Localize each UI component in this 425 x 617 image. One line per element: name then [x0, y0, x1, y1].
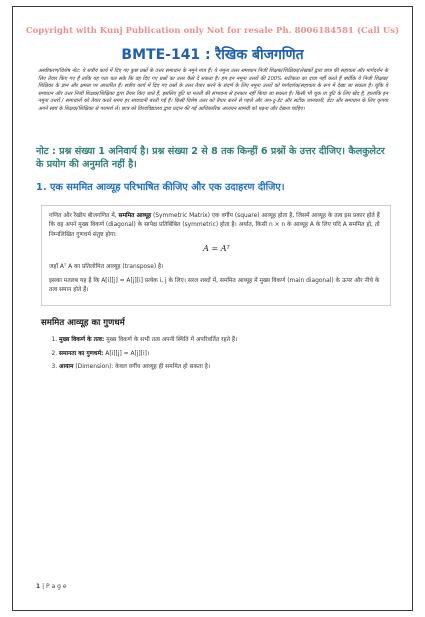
properties-heading: सममित आव्यूह का गुणधर्म — [41, 318, 125, 329]
symmetry-equation: A = Aᵀ — [203, 244, 230, 254]
page-label: | P a g e — [42, 583, 67, 590]
page-title: BMTE-141 : रैखिक बीजगणित — [121, 47, 304, 63]
instruction-note: नोट : प्रश्न संख्या 1 अनिवार्य है। प्रश्न संख्या 2 से 8 तक किन्हीं 6 प्रश्नों के उत्तर दीजिए। कैलकुलेटर के प्रयोग की अनुमति नहीं है। — [36, 146, 385, 170]
definition-paragraph: गणित और रैखीय बीजगणित में, सममित आव्यूह (Symmetric Matrix) एक वर्गीय (square) आव्यूह होता है, जिसमें आव्यूह के तत्व इस प्रकार होते हैं कि वह अपने मुख्य विकर्ण (diagonal) के सापेक्ष प्रतिबिंबित (symmetric) होता है। अर्थात, किसी n × n के आव्यूह A के लिए यदि A सममित हो, तो निम्नलिखित गुणधर्म संतुष्ट होगा: — [49, 213, 380, 238]
answer-section — [41, 205, 391, 377]
list-item: 2. समानता का गुणधर्म: A[i][j] = A[j][i]। — [59, 350, 391, 359]
question-heading: 1. एक सममित आव्यूह परिभाषित कीजिए और एक उदाहरण दीजिए। — [36, 182, 285, 193]
meaning-paragraph: इसका मतलब यह है कि A[i][j] = A[j][i] प्रत्येक i, j के लिए। सरल शब्दों में, सममित आव्यूह में मुख्य विकर्ण (main diagonal) के ऊपर और नीचे के तत्व समान होते हैं। — [49, 277, 380, 294]
transpose-note: जहाँ Aᵀ A का प्रतिलोमित आव्यूह (transpose) है। — [49, 264, 164, 271]
page-number: 1 — [36, 583, 41, 590]
answer-box — [41, 205, 391, 306]
list-item: 3. आयाम (Dimension): केवल वर्गीय आव्यूह ही सममित हो सकता है। — [59, 363, 391, 372]
page-footer — [36, 583, 67, 590]
disclaimer-text: अस्वीकरण/विशेष नोट: ये सत्रीय कार्य में दिए गए कुछ प्रश्नों के उत्तर समाधान के नमूने मात्र हैं। ये नमूना उत्तर समाधान निजी शिक्षक/शिक्षिका/लेखकों द्वारा छात्र की सहायता और मार्गदर्शन के लिए तैयार किए गए हैं ताकि यह पता चल सके कि वह दिए गए प्रश्नों का उत्तर कैसे दे सकता है। हम इन नमूना उत्तरों की 100% सटीकता का दावा नहीं करते हैं क्योंकि ये निजी शिक्षक/शिक्षिका के ज्ञान और क्षमता पर आधारित हैं। सत्रीय कार्य में दिए गए प्रश्नों के उत्तर तैयार करने के संदर्भ के लिए नमूना उत्तरों को मार्गदर्शक/सहायता के रूप में देखा जा सकता है। चूंकि ये समाधान और उत्तर निजी शिक्षक/शिक्षिका द्वारा तैयार किए जाते हैं, इसलिए त्रुटि या गलती की संभावना से इनकार नहीं किया जा सकता है। किसी भी चूक या त्रुटि के लिए खेद है, हालांकि इन नमूना उत्तरों / समाधानों को तैयार करते समय हर सावधानी बरती गई है। किसी विशेष उत्तर को तैयार करने से पहले और अप-टू-डेट और सटीक जानकारी, डेटा और समाधान के लिए कृपया अपने स्वयं के शिक्षक/शिक्षिका से परामर्श लें। छात्र को विश्वविद्यालय द्वारा प्रदान की गई आधिकारिक अध्ययन सामग्री को पढ़ना और देखना चाहिए। — [38, 68, 388, 112]
list-item: 1. मुख्य विकर्ण के तत्व: मुख्य विकर्ण के सभी तत्व अपनी स्थिति में अपरिवर्तित रहते हैं। — [59, 336, 391, 345]
copyright-banner: Copyright with Kunj Publication only Not for resale Ph. 8006184581 (Call Us) — [25, 25, 400, 35]
properties-list — [41, 336, 391, 372]
